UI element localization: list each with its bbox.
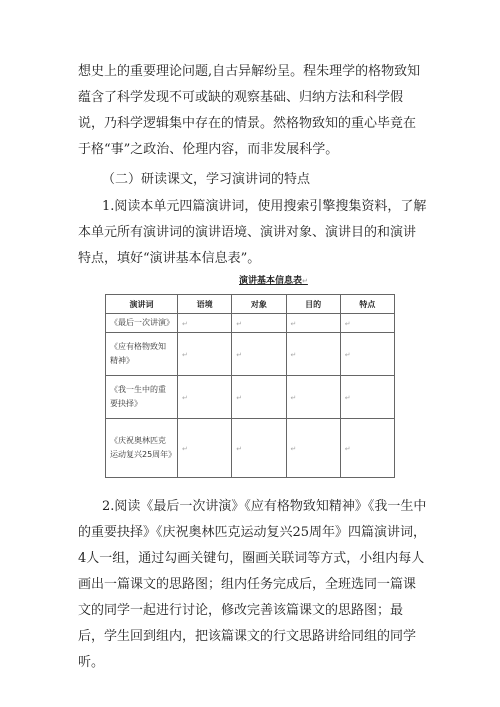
header-audience: 对象 [232, 295, 286, 314]
cell-mark: ↵ [290, 319, 297, 328]
cell-mark: ↵ [236, 444, 243, 453]
table-row [106, 314, 395, 333]
empty-cell[interactable] [232, 333, 286, 376]
empty-cell[interactable] [340, 314, 394, 333]
empty-cell[interactable] [178, 419, 232, 478]
cell-mark: ↵ [344, 444, 351, 453]
header-context: 语境 [178, 295, 232, 314]
table-title [239, 273, 308, 286]
cell-mark: ↵ [344, 350, 351, 359]
empty-cell[interactable] [340, 376, 394, 419]
speech-title-cell: 《最后一次讲演》 [106, 314, 178, 333]
empty-cell[interactable] [340, 333, 394, 376]
header-features: 特点 [340, 295, 394, 314]
empty-cell[interactable] [286, 333, 340, 376]
speech-info-table [105, 294, 395, 478]
cell-mark: ↵ [182, 350, 188, 359]
speech-title-cell: 《应有格物致知精神》 [106, 333, 178, 376]
cell-mark: ↵ [290, 350, 297, 359]
empty-cell[interactable] [232, 314, 286, 333]
header-purpose: 目的 [286, 295, 340, 314]
cell-mark: ↵ [236, 350, 243, 359]
empty-cell[interactable] [286, 376, 340, 419]
table-header-row [106, 295, 395, 314]
task1-paragraph: 1.阅读本单元四篇演讲词，使用搜索引擎搜集资料，了解本单元所有演讲词的演讲语境、演讲对象、演讲目的和演讲特点，填好“演讲基本信息表”。 [78, 199, 427, 266]
cell-mark: ↵ [182, 444, 188, 453]
cell-mark: ↵ [344, 319, 351, 328]
table-title-text: 演讲基本信息表 [239, 276, 303, 286]
cell-mark: ↵ [290, 393, 297, 402]
cell-mark: ↵ [182, 393, 188, 402]
empty-cell[interactable] [178, 333, 232, 376]
empty-cell[interactable] [232, 376, 286, 419]
intro-paragraph: 想史上的重要理论问题,自古异解纷呈。程朱理学的格物致知蕴含了科学发现不可或缺的观察基础、归纳方法和科学假说，乃科学逻辑集中存在的情景。然格物致知的重心毕竟在于格“事”之政治、伦理内容，而非发展科学。 [78, 64, 421, 157]
header-speech: 演讲词 [106, 295, 178, 314]
table-title-mark: ↵ [302, 277, 308, 285]
speech-title-cell: 《我一生中的重要抉择》 [106, 376, 178, 419]
empty-cell[interactable] [286, 419, 340, 478]
empty-cell[interactable] [340, 419, 394, 478]
table-row [106, 376, 395, 419]
section-heading: （二）研读课文，学习演讲词的特点 [102, 172, 311, 187]
table-row [106, 419, 395, 478]
table-row [106, 333, 395, 376]
empty-cell[interactable] [178, 314, 232, 333]
task2-paragraph: 2.阅读《最后一次讲演》《应有格物致知精神》《我一生中的重要抉择》《庆祝奥林匹克运动复兴25周年》四篇演讲词，4人一组，通过勾画关键句，圈画关联词等方式，小组内每人画出一篇课文的思路图；组内任务完成后，全班选同一篇课文的同学一起进行讨论，修改完善该篇课文的思路图；最后，学生回到组内，把该篇课文的行文思路讲给同组的同学听。 [78, 499, 427, 670]
cell-mark: ↵ [236, 393, 243, 402]
empty-cell[interactable] [232, 419, 286, 478]
cell-mark: ↵ [236, 319, 243, 328]
cell-mark: ↵ [290, 444, 297, 453]
empty-cell[interactable] [286, 314, 340, 333]
speech-title-cell: 《庆祝奥林匹克运动复兴25周年》 [106, 419, 178, 478]
empty-cell[interactable] [178, 376, 232, 419]
cell-mark: ↵ [182, 319, 188, 328]
cell-mark: ↵ [344, 393, 351, 402]
